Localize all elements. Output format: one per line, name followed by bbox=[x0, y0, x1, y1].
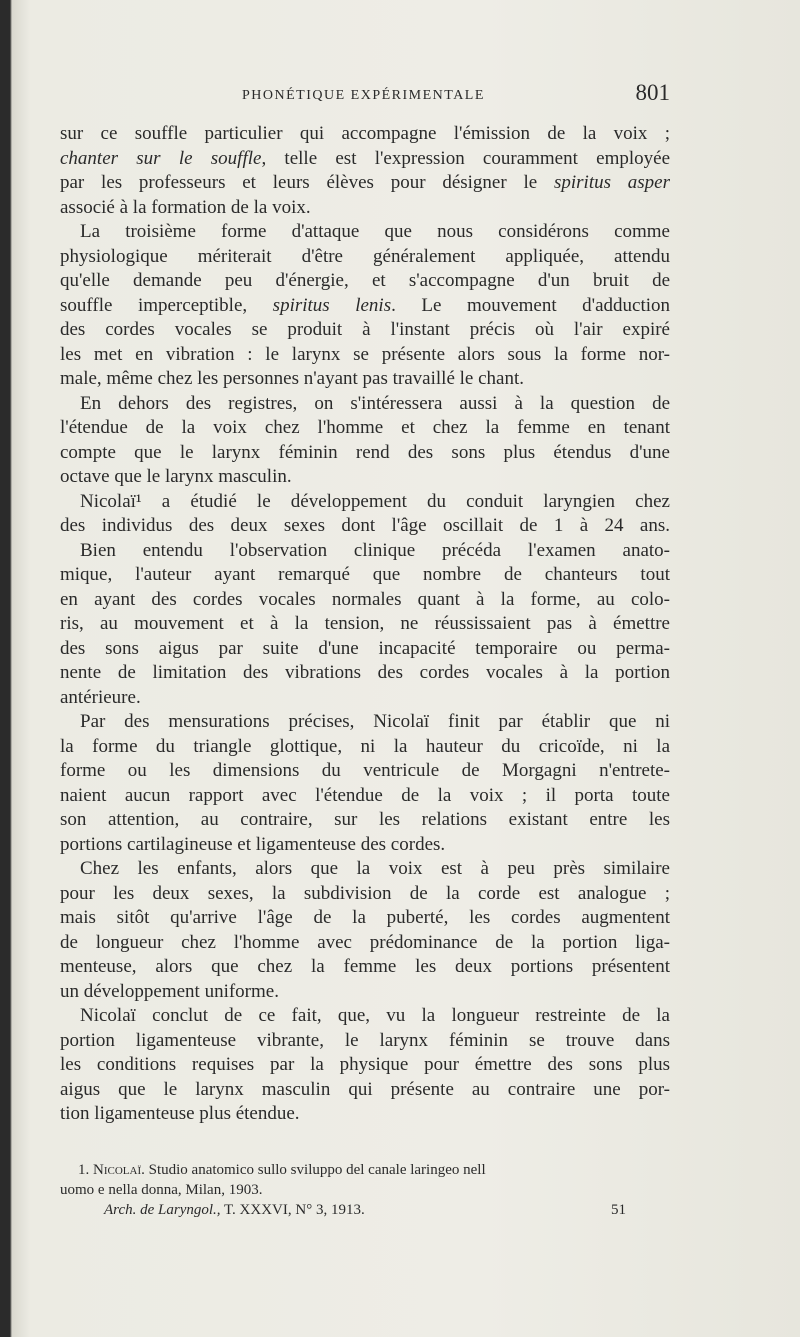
footnotes bbox=[60, 1160, 670, 1220]
text-line: tion ligamenteuse plus étendue. bbox=[60, 1103, 300, 1124]
text-line-start: par les professeurs et leurs élèves pour désigner le bbox=[60, 172, 554, 193]
text-line: Par des mensurations précises, Nicolaï finit par établir que ni bbox=[80, 711, 670, 732]
text-line: des sons aigus par suite d'une incapacité temporaire ou perma- bbox=[60, 637, 670, 659]
text-line: un développement uniforme. bbox=[60, 980, 279, 1002]
text-line-italic-term bbox=[60, 171, 670, 196]
text-line: compte que le larynx féminin rend des sons plus étendus d'une bbox=[60, 441, 670, 463]
text-line: des individus des deux sexes dont l'âge oscillait de 1 à 24 ans. bbox=[60, 515, 670, 536]
text-line: Bien entendu l'observation clinique précéda l'examen anato- bbox=[80, 539, 670, 561]
text-line: pour les deux sexes, la subdivision de la corde est analogue ; bbox=[60, 882, 670, 904]
text-line: associé à la formation de la voix. bbox=[60, 196, 311, 218]
text-line: antérieure. bbox=[60, 686, 141, 708]
text-line: forme ou les dimensions du ventricule de Morgagni n'entrete- bbox=[60, 760, 670, 781]
footnote-marker: 1. bbox=[78, 1162, 90, 1178]
page-number: 801 bbox=[635, 80, 670, 105]
text-line: les met en vibration : le larynx se présente alors sous la forme nor- bbox=[60, 343, 670, 365]
footnote-1 bbox=[60, 1160, 670, 1180]
text-line: mique, l'auteur ayant remarqué que nombre de chanteurs tout bbox=[60, 564, 670, 585]
footnote-text: Studio anatomico sullo sviluppo del canale laringeo nell bbox=[148, 1162, 486, 1178]
text-line: aigus que le larynx masculin qui présente au contraire une por- bbox=[60, 1078, 670, 1100]
text-line-italic-term bbox=[60, 294, 670, 319]
sheet-signature: 51 bbox=[611, 1202, 626, 1218]
text-line: nente de limitation des vibrations des cordes vocales à la portion bbox=[60, 662, 670, 683]
text-line: Nicolaï¹ a étudié le développement du conduit laryngien chez bbox=[80, 490, 670, 512]
running-title: PHONÉTIQUE EXPÉRIMENTALE bbox=[242, 88, 485, 103]
italic-term: spiritus lenis bbox=[272, 294, 392, 316]
journal-title: Arch. de Laryngol., bbox=[104, 1202, 221, 1218]
text-line: les conditions requises par la physique pour émettre des sons plus bbox=[60, 1054, 670, 1075]
italic-phrase: chanter sur le souffle bbox=[60, 147, 262, 169]
text-line: sur ce souffle particulier qui accompagne l'émission de la voix ; bbox=[60, 123, 670, 144]
text-line: menteuse, alors que chez la femme les deux portions présentent bbox=[60, 956, 670, 977]
journal-volume: T. XXXVI, N° 3, 1913. bbox=[224, 1202, 365, 1218]
journal-reference bbox=[104, 1200, 611, 1220]
text-line: son attention, au contraire, sur les relations existant entre les bbox=[60, 809, 670, 830]
text-line: La troisième forme d'attaque que nous considérons comme bbox=[80, 221, 670, 242]
text-line: male, même chez les personnes n'ayant pas travaillé le chant. bbox=[60, 368, 524, 389]
text-line: des cordes vocales se produit à l'instant précis où l'air expiré bbox=[60, 319, 670, 340]
text-line: portion ligamenteuse vibrante, le larynx féminin se trouve dans bbox=[60, 1029, 670, 1051]
text-line: la forme du triangle glottique, ni la hauteur du cricoïde, ni la bbox=[60, 735, 670, 757]
text-line-start: souffle imperceptible, bbox=[60, 294, 273, 316]
text-line: de longueur chez l'homme avec prédominance de la portion liga- bbox=[60, 931, 670, 953]
text-line: l'étendue de la voix chez l'homme et chez la femme en tenant bbox=[60, 417, 670, 438]
text-line-rest: . Le mouvement d'adduction bbox=[391, 294, 670, 316]
text-line: portions cartilagineuse et ligamenteuse des cordes. bbox=[60, 833, 446, 855]
text-line: ris, au mouvement et à la tension, ne réussissaient pas à émettre bbox=[60, 613, 670, 634]
page-header bbox=[60, 82, 670, 112]
text-line: physiologique mériterait d'être généralement appliquée, attendu bbox=[60, 245, 670, 267]
italic-term: spiritus asper bbox=[553, 172, 670, 193]
text-line: mais sitôt qu'arrive l'âge de la puberté, les cordes augmentent bbox=[60, 907, 670, 928]
text-line: Nicolaï conclut de ce fait, que, vu la longueur restreinte de la bbox=[80, 1005, 670, 1026]
footnote-1-continuation: uomo e nella donna, Milan, 1903. bbox=[60, 1182, 263, 1198]
text-line: naient aucun rapport avec l'étendue de la voix ; il porta toute bbox=[60, 784, 670, 806]
text-line: Chez les enfants, alors que la voix est à peu près similaire bbox=[80, 858, 670, 879]
body-text bbox=[60, 122, 670, 1127]
text-line: qu'elle demande peu d'énergie, et s'accompagne d'un bruit de bbox=[60, 270, 670, 291]
footnote-author: Nicolaï. bbox=[93, 1162, 145, 1178]
text-line: En dehors des registres, on s'intéressera aussi à la question de bbox=[80, 392, 670, 414]
text-line-rest: , telle est l'expression couramment employée bbox=[261, 147, 670, 169]
text-line-italic-phrase bbox=[60, 147, 670, 172]
text-line: en ayant des cordes vocales normales quant à la forme, au colo- bbox=[60, 588, 670, 610]
signature-line bbox=[60, 1200, 670, 1220]
text-line: octave que le larynx masculin. bbox=[60, 466, 292, 487]
